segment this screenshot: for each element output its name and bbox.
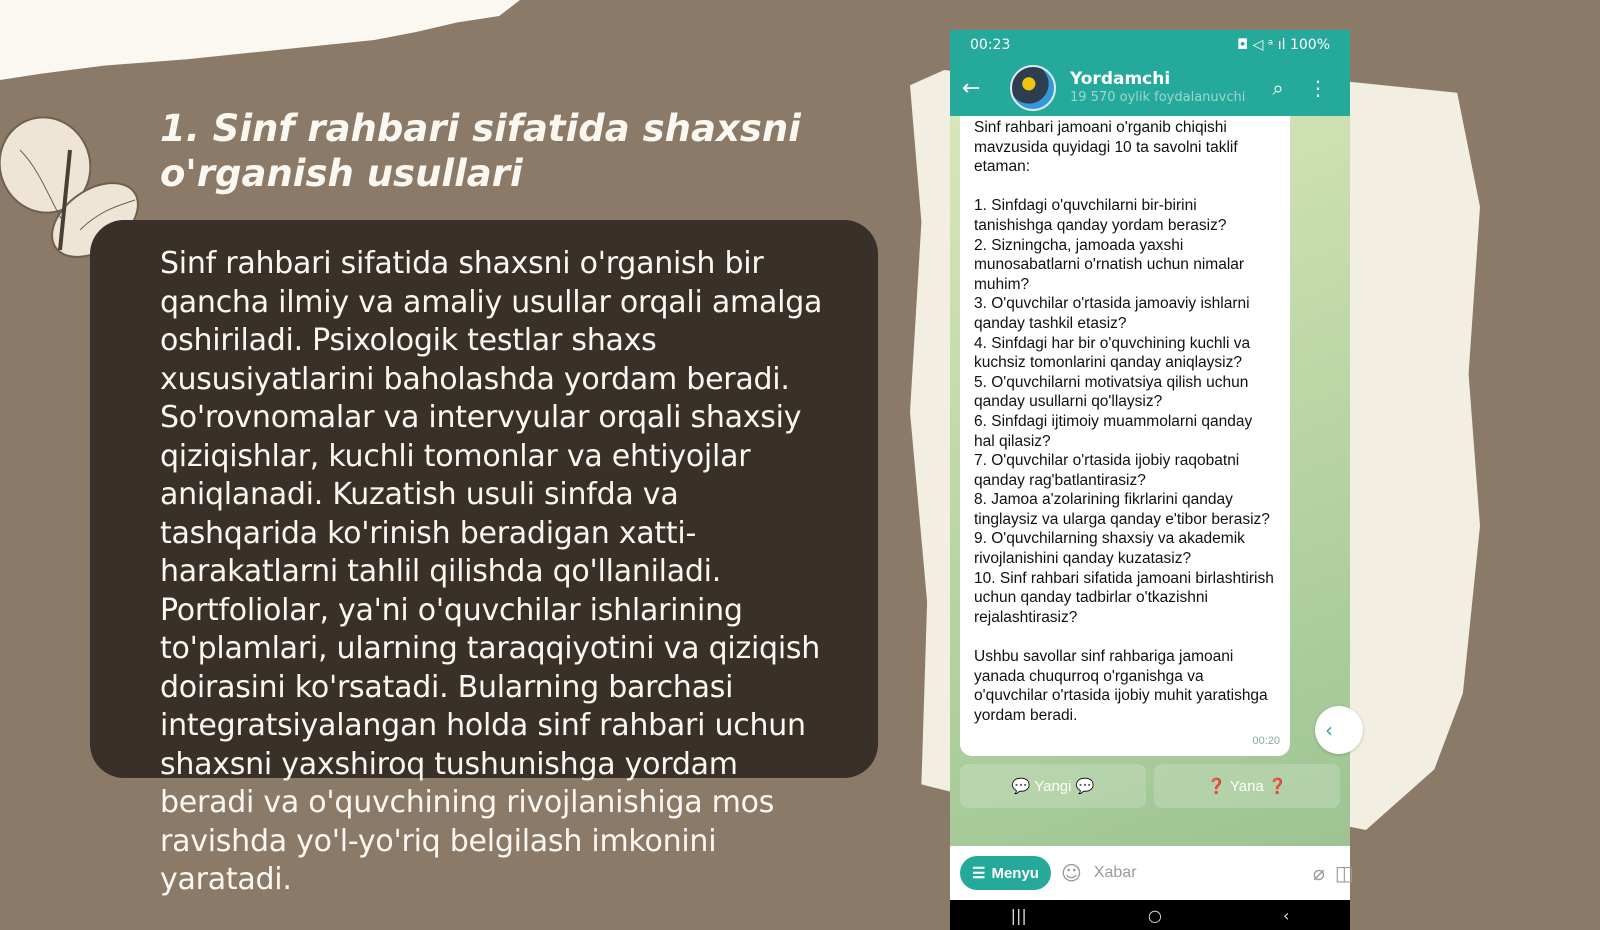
question-item: 10. Sinf rahbari sifatida jamoani birlashtirish uchun qanday tadbirlar o'tkazishni rejalashtirasiz? <box>974 569 1274 626</box>
status-icons: ◘ ◁ ᵃ ıl <box>1237 37 1286 53</box>
new-button[interactable]: 💬 Yangi 💬 <box>960 764 1146 808</box>
slide-heading: 1. Sinf rahbari sifatida shaxsni o'rganish usullari <box>160 107 801 195</box>
question-item: 5. O'quvchilarni motivatsiya qilish uchun qanday usullarni qo'llaysiz? <box>974 373 1249 411</box>
avatar[interactable] <box>1010 65 1056 111</box>
message-intro: Sinf rahbari jamoani o'rganib chiqishi mavzusida quyidagi 10 ta savolni taklif etaman: <box>974 119 1238 176</box>
paper-scrap-top-left <box>0 0 520 80</box>
camera-icon[interactable]: ◫ <box>1334 861 1354 885</box>
more-button[interactable]: ❓ Yana ❓ <box>1154 764 1340 808</box>
chat-subtitle: 19 570 oylik foydalanuvchi <box>1070 90 1246 105</box>
chevron-left-icon[interactable]: ‹ <box>1315 706 1363 754</box>
question-item: 9. O'quvchilarning shaxsiy va akademik rivojlanishini qanday kuzatasiz? <box>974 530 1245 568</box>
home-icon[interactable]: ○ <box>1147 905 1162 925</box>
slide-body: Sinf rahbari sifatida shaxsni o'rganish bir qancha ilmiy va amaliy usullar orqali amalga oshiriladi. Psixologik testlar shaxs xususiyatlarini baholashda yordam beradi. So'rovnomalar va intervyular orqali shaxsiy qiziqishlar, kuchli tomonlar va ehtiyojlar aniqlanadi. Kuzatish usuli sinfda va tashqarida ko'rinish beradigan xatti-harakatlarni tahlil qilishda qo'llaniladi. Portfoliolar, ya'ni o'quvchilar ishlarining to'plamlari, ularning taraqqiyotini va qiziqish doirasini ko'rsatadi. Bularning barchasi integratsiyalangan holda sinf rahbari uchun shaxsni yaxshiroq tushunishga yordam beradi va o'quvchining rivojlanishiga mos ravishda yo'l-yo'riq belgilash imkonini yaratadi. <box>160 246 823 897</box>
search-icon[interactable]: ⌕ <box>1272 76 1284 100</box>
recent-apps-icon[interactable]: ||| <box>1010 905 1027 925</box>
back-arrow-icon[interactable]: ← <box>962 75 981 101</box>
attach-icon[interactable]: ⌀ <box>1312 861 1325 885</box>
status-time: 00:23 <box>970 37 1011 53</box>
battery-level: 100% <box>1289 37 1330 53</box>
chat-title: Yordamchi <box>1070 69 1171 89</box>
phone-screenshot <box>950 30 1354 925</box>
more-options-icon[interactable]: ⋮ <box>1308 76 1328 100</box>
nav-back-icon[interactable]: ‹ <box>1282 905 1290 925</box>
hamburger-icon: ☰ <box>972 865 986 882</box>
chat-header <box>950 60 1350 116</box>
menu-button[interactable] <box>960 856 1051 890</box>
question-item: 3. O'quvchilar o'rtasida jamoaviy ishlarni qanday tashkil etasiz? <box>974 295 1250 332</box>
message-time: 00:20 <box>1252 735 1280 748</box>
message-input[interactable] <box>1092 863 1303 883</box>
question-item: 6. Sinfdagi ijtimoiy muammolarni qanday hal qilasiz? <box>974 412 1253 450</box>
chat-meta[interactable] <box>1070 69 1258 107</box>
message-bubble[interactable] <box>960 116 1290 756</box>
question-item: 8. Jamoa a'zolarining fikrlarini qanday tinglaysiz va ularga qanday e'tibor berasiz? <box>974 491 1270 528</box>
question-item: 1. Sinfdagi o'quvchilarni bir-birini tanishishga qanday yordam berasiz? <box>974 197 1227 234</box>
question-item: 2. Sizningcha, jamoada yaxshi munosabatlarni o'rnatish uchun nimalar muhim? <box>974 236 1245 293</box>
input-bar <box>950 846 1354 900</box>
message-outro: Ushbu savollar sinf rahbariga jamoani yanada chuqurroq o'rganishga va o'quvchilar o'rtasida ijobiy muhit yaratishga yordam beradi. <box>974 648 1268 724</box>
emoji-icon[interactable]: ☺ <box>1060 861 1082 885</box>
reply-keyboard <box>960 764 1340 808</box>
system-nav-bar <box>950 900 1350 930</box>
status-bar <box>950 30 1350 60</box>
question-item: 7. O'quvchilar o'rtasida ijobiy raqobatni qanday rag'batlantirasiz? <box>974 452 1240 489</box>
question-item: 4. Sinfdagi har bir o'quvchining kuchli va kuchsiz tomonlarini qanday aniqlaysiz? <box>974 334 1251 372</box>
status-right <box>1237 37 1330 53</box>
chat-area[interactable] <box>950 116 1350 846</box>
menu-label: Menyu <box>991 864 1039 882</box>
